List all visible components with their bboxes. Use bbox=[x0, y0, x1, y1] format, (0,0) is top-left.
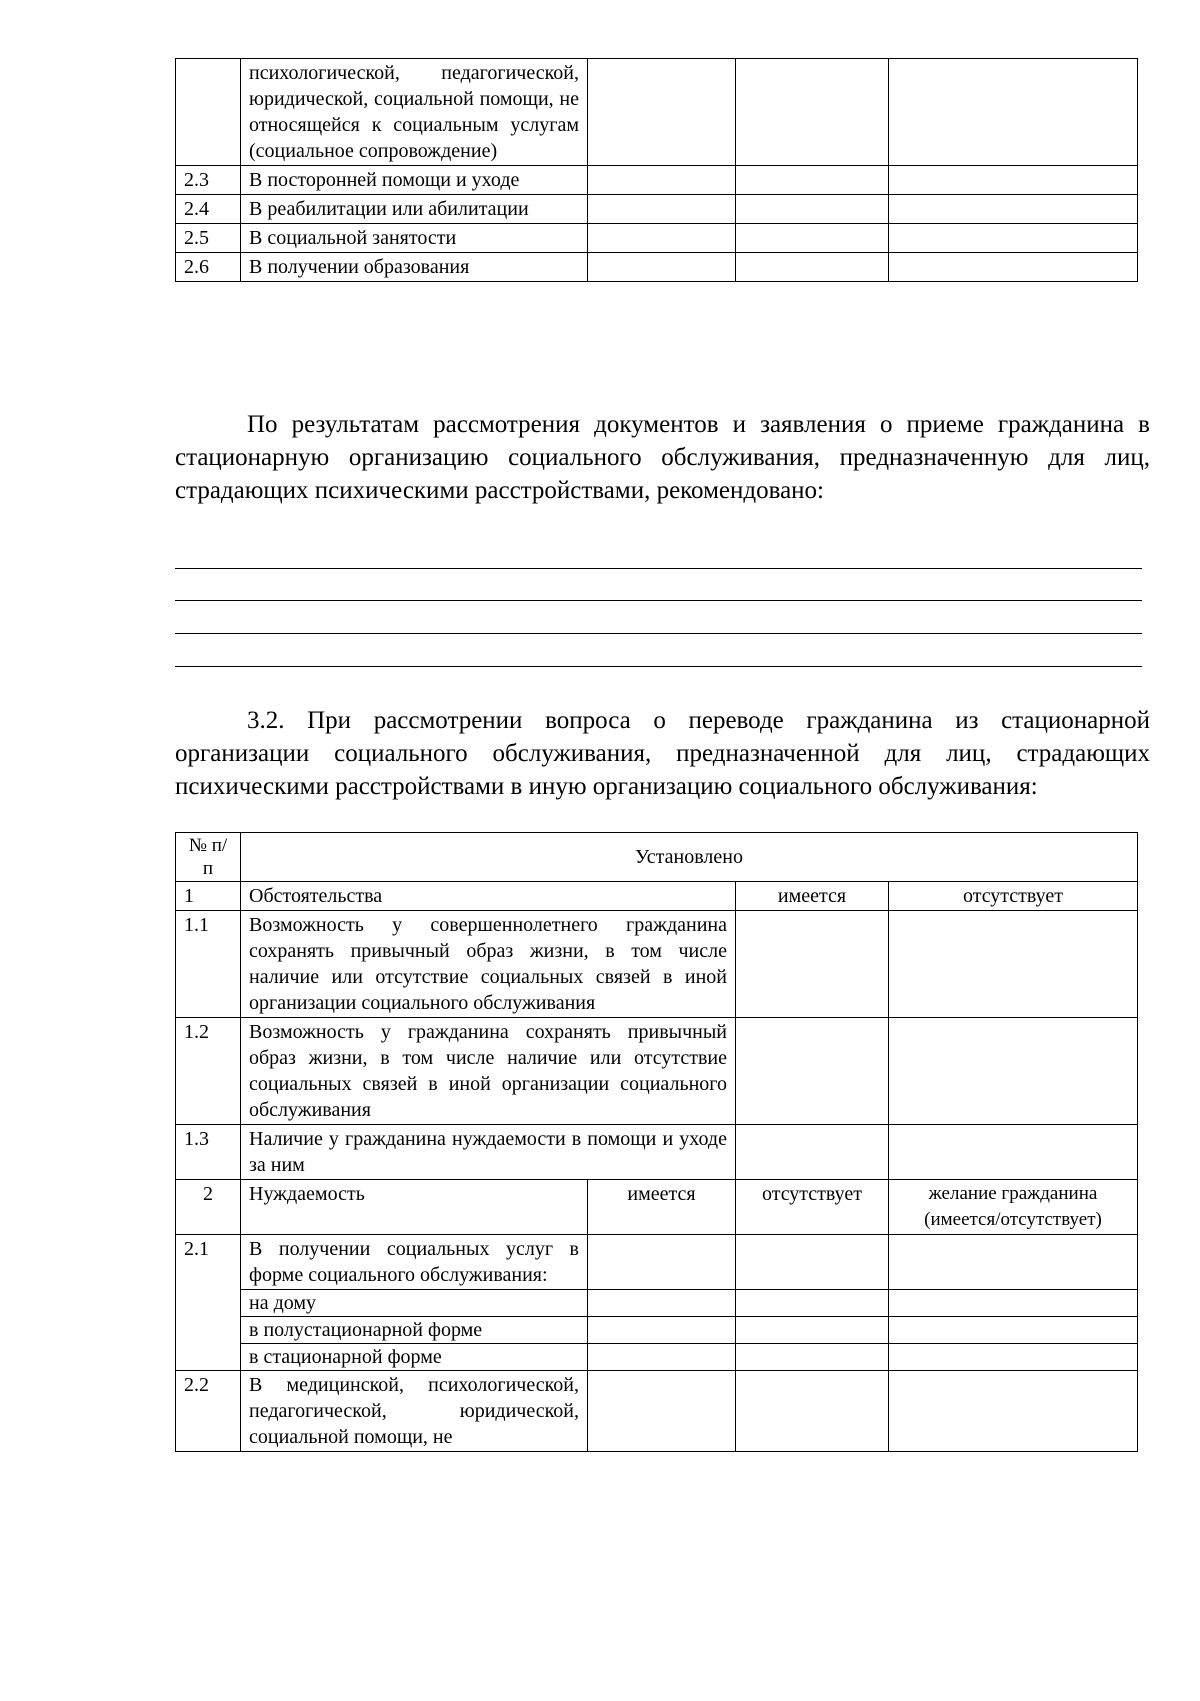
row-number: 2.6 bbox=[176, 253, 241, 282]
table-row bbox=[176, 1317, 1138, 1344]
cell-empty bbox=[736, 253, 889, 282]
section-row bbox=[176, 882, 1138, 911]
table-needs-continued bbox=[175, 58, 1138, 282]
cell-empty bbox=[736, 1235, 889, 1290]
table-row bbox=[176, 1018, 1138, 1125]
cell-empty bbox=[889, 1125, 1138, 1180]
column-header-wish: желание гражданина (имеется/отсутствует) bbox=[889, 1180, 1138, 1235]
cell-empty bbox=[889, 1344, 1138, 1371]
cell-empty bbox=[736, 911, 889, 1018]
row-label: в полустационарной форме bbox=[241, 1317, 588, 1344]
table-row bbox=[176, 195, 1138, 224]
table-row bbox=[176, 1371, 1138, 1452]
row-number: 1.1 bbox=[176, 911, 241, 1018]
cell-empty bbox=[588, 1290, 736, 1317]
row-number: 2 bbox=[176, 1180, 241, 1235]
row-label: В реабилитации или абилитации bbox=[241, 195, 588, 224]
paragraph-recommendation: По результатам рассмотрения документов и заявления о приеме гражданина в стационарную организацию социального обслуживания, предназначенную для лиц, страдающих психическими расстройствами, рекомендовано: bbox=[175, 411, 1150, 504]
cell-empty bbox=[736, 1290, 889, 1317]
cell-empty bbox=[736, 166, 889, 195]
row-label: В медицинской, психологической, педагогической, юридической, социальной помощи, не bbox=[241, 1371, 588, 1452]
row-label: Наличие у гражданина нуждаемости в помощи и уходе за ним bbox=[241, 1125, 736, 1180]
row-label: Возможность у совершеннолетнего гражданина сохранять привычный образ жизни, в том числе наличие или отсутствие социальных связей в иной организации социального обслуживания bbox=[241, 911, 736, 1018]
table-row bbox=[176, 59, 1138, 166]
cell-empty bbox=[588, 253, 736, 282]
row-number: 1.3 bbox=[176, 1125, 241, 1180]
column-header-present: имеется bbox=[736, 882, 889, 911]
blank-line bbox=[175, 568, 1142, 569]
cell-empty bbox=[736, 1371, 889, 1452]
table-row bbox=[176, 224, 1138, 253]
row-number: 2.3 bbox=[176, 166, 241, 195]
cell-empty bbox=[588, 224, 736, 253]
column-header-absent: отсутствует bbox=[736, 1180, 889, 1235]
cell-empty bbox=[736, 59, 889, 166]
header-title: Установлено bbox=[241, 833, 1138, 882]
paragraph-section-3-2: 3.2. При рассмотрении вопроса о переводе гражданина из стационарной организации социального обслуживания, предназначенной для лиц, страдающих психическими расстройствами в иную организацию социального обслуживания: bbox=[175, 707, 1150, 800]
header-number: № п/п bbox=[176, 833, 241, 882]
row-label: В социальной занятости bbox=[241, 224, 588, 253]
row-label: в стационарной форме bbox=[241, 1344, 588, 1371]
row-number: 2.1 bbox=[176, 1235, 241, 1371]
table-row bbox=[176, 1344, 1138, 1371]
row-number: 2.5 bbox=[176, 224, 241, 253]
row-label: В посторонней помощи и уходе bbox=[241, 166, 588, 195]
blank-line bbox=[175, 600, 1142, 601]
row-label: Возможность у гражданина сохранять привычный образ жизни, в том числе наличие или отсутствие социальных связей в иной организации социального обслуживания bbox=[241, 1018, 736, 1125]
row-label: В получении социальных услуг в форме социального обслуживания: bbox=[241, 1235, 588, 1290]
row-number bbox=[176, 59, 241, 166]
table-row bbox=[176, 1125, 1138, 1180]
column-header-absent: отсутствует bbox=[889, 882, 1138, 911]
table-header-row bbox=[176, 833, 1138, 882]
row-label: В получении образования bbox=[241, 253, 588, 282]
table-row bbox=[176, 166, 1138, 195]
cell-empty bbox=[889, 911, 1138, 1018]
cell-empty bbox=[736, 1344, 889, 1371]
cell-empty bbox=[889, 224, 1138, 253]
cell-empty bbox=[588, 1371, 736, 1452]
cell-empty bbox=[736, 195, 889, 224]
cell-empty bbox=[588, 195, 736, 224]
blank-line bbox=[175, 666, 1142, 667]
cell-empty bbox=[889, 1290, 1138, 1317]
cell-empty bbox=[889, 1371, 1138, 1452]
cell-empty bbox=[588, 1235, 736, 1290]
row-label: Нуждаемость bbox=[241, 1180, 588, 1235]
cell-empty bbox=[889, 1235, 1138, 1290]
cell-empty bbox=[889, 1317, 1138, 1344]
row-number: 2.2 bbox=[176, 1371, 241, 1452]
table-row bbox=[176, 253, 1138, 282]
row-label bbox=[241, 59, 588, 166]
cell-empty bbox=[889, 1018, 1138, 1125]
cell-empty bbox=[588, 166, 736, 195]
cell-empty bbox=[588, 1317, 736, 1344]
cell-empty bbox=[736, 1018, 889, 1125]
table-transfer bbox=[175, 832, 1138, 1452]
cell-empty bbox=[889, 59, 1138, 166]
cell-empty bbox=[736, 1317, 889, 1344]
cell-empty bbox=[889, 195, 1138, 224]
row-label: на дому bbox=[241, 1290, 588, 1317]
blank-line bbox=[175, 633, 1142, 634]
cell-empty bbox=[588, 59, 736, 166]
row-label: Обстоятельства bbox=[241, 882, 736, 911]
table-row bbox=[176, 1235, 1138, 1290]
row-number: 1 bbox=[176, 882, 241, 911]
cell-empty bbox=[736, 1125, 889, 1180]
cell-empty bbox=[889, 253, 1138, 282]
table-row bbox=[176, 911, 1138, 1018]
section-row bbox=[176, 1180, 1138, 1235]
row-number: 2.4 bbox=[176, 195, 241, 224]
table-row bbox=[176, 1290, 1138, 1317]
cell-empty bbox=[889, 166, 1138, 195]
cell-empty bbox=[588, 1344, 736, 1371]
row-label-text: психологической, педагогической, юридической, социальной помощи, не относящейся к социальным услугам (социальное сопровождение) bbox=[249, 62, 579, 162]
cell-empty bbox=[736, 224, 889, 253]
column-header-present: имеется bbox=[588, 1180, 736, 1235]
row-number: 1.2 bbox=[176, 1018, 241, 1125]
